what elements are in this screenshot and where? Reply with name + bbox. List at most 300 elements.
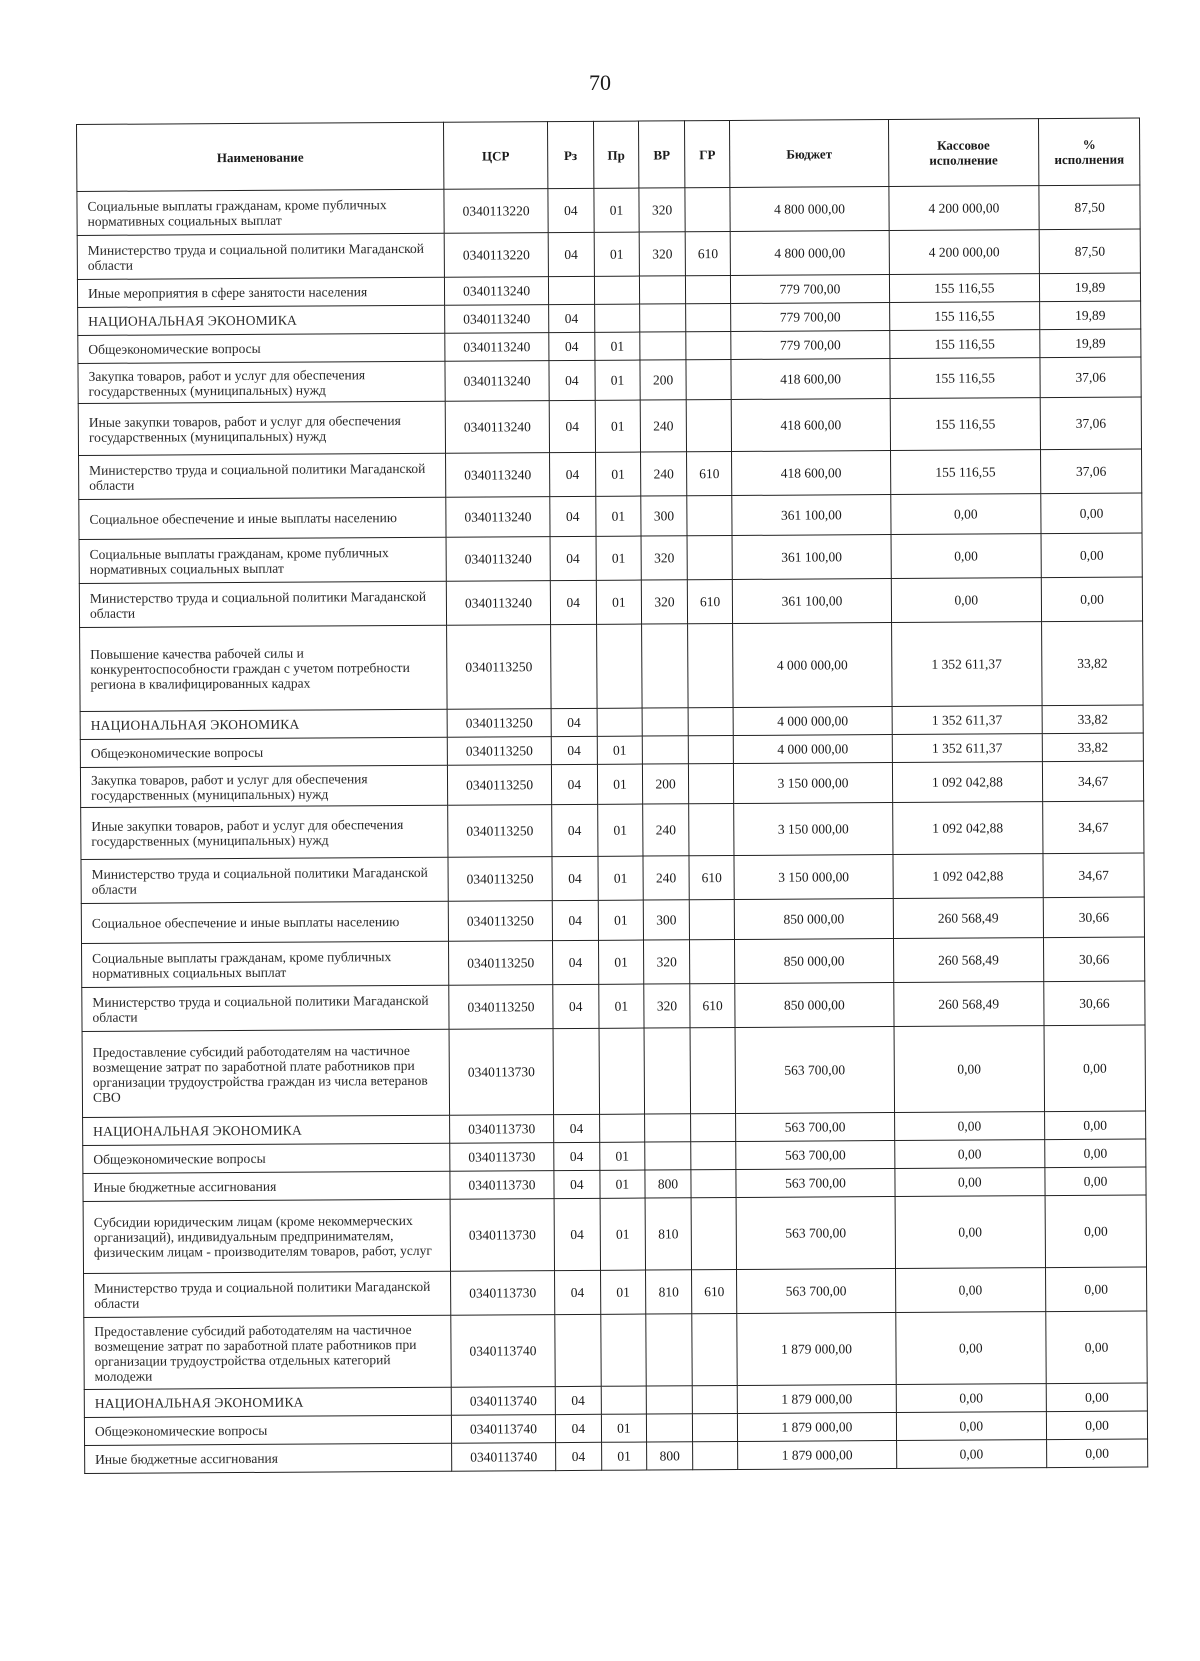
row-name: НАЦИОНАЛЬНАЯ ЭКОНОМИКА xyxy=(80,709,447,739)
row-gr xyxy=(687,535,733,579)
row-gr xyxy=(688,763,734,803)
row-pr: 01 xyxy=(597,736,643,764)
table-row xyxy=(79,533,1142,583)
row-rz: 04 xyxy=(550,580,596,624)
header-gr: ГР xyxy=(684,121,730,188)
row-name: Социальные выплаты гражданам, кроме публичных нормативных социальных выплат xyxy=(82,941,449,987)
row-budget: 361 100,00 xyxy=(732,535,890,580)
row-percent-execution: 19,89 xyxy=(1040,301,1141,330)
row-cash-execution: 1 092 042,88 xyxy=(892,854,1043,899)
header-vr: ВР xyxy=(639,121,685,188)
row-pr: 01 xyxy=(595,496,641,536)
row-percent-execution: 33,82 xyxy=(1042,705,1143,734)
table-row xyxy=(85,1439,1148,1473)
row-budget: 361 100,00 xyxy=(733,579,891,624)
row-pr: 01 xyxy=(594,332,640,360)
row-cash-execution: 260 568,49 xyxy=(893,898,1044,939)
row-rz: 04 xyxy=(554,1198,600,1270)
row-pr: 01 xyxy=(594,188,640,232)
row-name: Субсидии юридическим лицам (кроме некоммерческих организаций), индивидуальным предпринимателям, физическим лицам - производителям товаров, работ, услуг xyxy=(83,1199,450,1273)
row-pr: 01 xyxy=(596,580,642,624)
row-csr: 0340113250 xyxy=(447,625,551,710)
row-percent-execution: 0,00 xyxy=(1041,533,1142,578)
row-csr: 0340113240 xyxy=(446,453,550,498)
row-vr xyxy=(642,736,688,764)
row-percent-execution: 37,06 xyxy=(1040,397,1141,450)
row-pr: 01 xyxy=(594,232,640,276)
row-rz: 04 xyxy=(552,804,598,856)
row-gr xyxy=(691,1197,737,1269)
row-csr: 0340113740 xyxy=(451,1415,555,1444)
row-vr xyxy=(645,1114,691,1142)
row-percent-execution: 19,89 xyxy=(1040,329,1141,358)
row-gr xyxy=(692,1413,738,1441)
row-csr: 0340113250 xyxy=(447,737,551,766)
row-budget: 563 700,00 xyxy=(736,1113,894,1142)
row-cash-execution: 0,00 xyxy=(890,494,1041,535)
row-name: Министерство труда и социальной политики Магаданской области xyxy=(79,453,446,499)
row-gr xyxy=(689,939,735,983)
row-cash-execution: 1 352 611,37 xyxy=(892,706,1043,735)
row-pr: 01 xyxy=(595,360,641,400)
row-budget: 361 100,00 xyxy=(732,495,890,536)
row-percent-execution: 34,67 xyxy=(1043,761,1144,802)
row-percent-execution: 34,67 xyxy=(1043,853,1144,898)
row-cash-execution: 4 200 000,00 xyxy=(888,186,1039,231)
row-budget: 563 700,00 xyxy=(736,1169,894,1198)
row-rz: 04 xyxy=(549,360,595,400)
row-vr: 320 xyxy=(642,580,688,624)
row-budget: 779 700,00 xyxy=(731,303,889,332)
row-gr xyxy=(690,1113,736,1141)
table-row xyxy=(77,185,1140,235)
row-name: Иные бюджетные ассигнования xyxy=(83,1171,450,1201)
row-rz: 04 xyxy=(549,332,595,360)
header-csr: ЦСР xyxy=(444,122,548,190)
row-gr: 610 xyxy=(690,983,736,1027)
row-rz: 04 xyxy=(551,764,597,804)
row-percent-execution: 0,00 xyxy=(1041,577,1142,622)
row-rz xyxy=(553,1028,599,1114)
table-header-row xyxy=(77,118,1140,191)
row-pr: 01 xyxy=(598,940,644,984)
row-name: Общеэкономические вопросы xyxy=(84,1415,451,1445)
row-name: Иные мероприятия в сфере занятости населения xyxy=(77,277,444,307)
row-name: Министерство труда и социальной политики Магаданской области xyxy=(77,233,444,279)
row-csr: 0340113730 xyxy=(450,1115,554,1144)
row-csr: 0340113250 xyxy=(448,805,552,858)
row-vr xyxy=(646,1314,692,1386)
page-number: 70 xyxy=(589,70,611,95)
row-budget: 3 150 000,00 xyxy=(734,763,892,804)
table-row xyxy=(84,1311,1147,1389)
row-pr: 01 xyxy=(600,1198,646,1270)
row-cash-execution: 0,00 xyxy=(894,1026,1045,1113)
row-cash-execution: 155 116,55 xyxy=(889,330,1040,359)
row-name: Общеэкономические вопросы xyxy=(83,1143,450,1173)
row-csr: 0340113740 xyxy=(451,1387,555,1416)
row-budget: 563 700,00 xyxy=(735,1027,894,1114)
row-pr xyxy=(599,1114,645,1142)
row-percent-execution: 0,00 xyxy=(1046,1383,1147,1412)
row-name: Министерство труда и социальной политики Магаданской области xyxy=(79,581,446,627)
row-rz xyxy=(555,1314,601,1386)
row-csr: 0340113240 xyxy=(445,333,549,362)
header-pct-line2: исполнения xyxy=(1054,151,1125,168)
table-row xyxy=(82,981,1145,1031)
row-cash-execution: 0,00 xyxy=(895,1312,1046,1385)
row-cash-execution: 155 116,55 xyxy=(890,398,1041,451)
table-row xyxy=(77,229,1140,279)
table-row xyxy=(82,937,1145,987)
row-name: Общеэкономические вопросы xyxy=(80,737,447,767)
row-name: Иные закупки товаров, работ и услуг для обеспечения государственных (муниципальных) нужд xyxy=(81,805,448,859)
row-name: Министерство труда и социальной политики Магаданской области xyxy=(81,857,448,903)
row-csr: 0340113220 xyxy=(444,189,548,234)
row-gr xyxy=(686,360,732,400)
row-vr xyxy=(642,708,688,736)
row-rz: 04 xyxy=(556,1442,602,1470)
row-rz: 04 xyxy=(551,708,597,736)
row-vr: 320 xyxy=(639,188,685,232)
row-percent-execution: 0,00 xyxy=(1041,493,1142,534)
row-csr: 0340113740 xyxy=(451,1315,555,1388)
row-budget: 850 000,00 xyxy=(735,899,893,940)
row-rz: 04 xyxy=(552,900,598,940)
row-name: Министерство труда и социальной политики Магаданской области xyxy=(82,985,449,1031)
table-row xyxy=(78,357,1141,403)
row-percent-execution: 0,00 xyxy=(1046,1311,1147,1384)
row-budget: 3 150 000,00 xyxy=(734,803,892,856)
row-vr xyxy=(640,304,686,332)
row-percent-execution: 30,66 xyxy=(1044,937,1145,982)
row-gr xyxy=(689,803,735,855)
table-row xyxy=(80,761,1143,807)
row-csr: 0340113730 xyxy=(449,1029,553,1116)
row-cash-execution: 155 116,55 xyxy=(889,274,1040,303)
row-csr: 0340113240 xyxy=(446,497,550,538)
row-budget: 563 700,00 xyxy=(737,1197,895,1270)
row-csr: 0340113240 xyxy=(445,401,549,454)
row-name: Закупка товаров, работ и услуг для обеспечения государственных (муниципальных) нужд xyxy=(78,361,445,403)
row-budget: 1 879 000,00 xyxy=(738,1441,896,1470)
row-rz: 04 xyxy=(553,984,599,1028)
row-vr xyxy=(644,1028,690,1114)
row-rz: 04 xyxy=(554,1142,600,1170)
table-body xyxy=(77,185,1148,1473)
row-gr xyxy=(692,1441,738,1469)
table-row xyxy=(81,853,1144,903)
table-row xyxy=(81,897,1144,943)
row-csr: 0340113250 xyxy=(447,765,551,806)
row-name: Социальные выплаты гражданам, кроме публичных нормативных социальных выплат xyxy=(77,189,444,235)
row-percent-execution: 30,66 xyxy=(1044,981,1145,1026)
row-csr: 0340113730 xyxy=(450,1199,554,1272)
row-gr xyxy=(686,332,732,360)
table-row xyxy=(84,1267,1147,1317)
row-csr: 0340113730 xyxy=(450,1171,554,1200)
row-vr: 800 xyxy=(647,1442,693,1470)
header-pr: Пр xyxy=(593,121,639,188)
row-gr xyxy=(692,1385,738,1413)
row-gr: 610 xyxy=(691,1269,737,1313)
table-row xyxy=(79,577,1142,627)
row-cash-execution: 0,00 xyxy=(891,578,1042,623)
header-rz: Рз xyxy=(548,121,594,188)
row-name: Министерство труда и социальной политики Магаданской области xyxy=(84,1271,451,1317)
row-percent-execution: 37,06 xyxy=(1040,357,1141,398)
row-budget: 418 600,00 xyxy=(731,359,889,400)
row-budget: 4 800 000,00 xyxy=(730,187,888,232)
row-name: Иные бюджетные ассигнования xyxy=(85,1443,452,1473)
row-gr xyxy=(685,304,731,332)
row-gr xyxy=(685,276,731,304)
row-vr: 320 xyxy=(644,940,690,984)
row-cash-execution: 0,00 xyxy=(895,1268,1046,1313)
table-row xyxy=(79,493,1142,539)
row-percent-execution: 34,67 xyxy=(1043,801,1144,854)
row-vr xyxy=(640,276,686,304)
row-pr: 01 xyxy=(599,1142,645,1170)
row-name: Социальное обеспечение и иные выплаты населению xyxy=(79,497,446,539)
row-vr: 320 xyxy=(639,232,685,276)
row-gr xyxy=(688,707,734,735)
row-name: Повышение качества рабочей силы и конкурентоспособности граждан с учетом потребности региона в квалифицированных кадрах xyxy=(80,625,448,711)
row-percent-execution: 19,89 xyxy=(1040,273,1141,302)
header-name: Наименование xyxy=(77,122,444,191)
row-vr: 300 xyxy=(641,496,687,536)
row-name: Социальные выплаты гражданам, кроме публичных нормативных социальных выплат xyxy=(79,537,446,583)
row-rz: 04 xyxy=(548,232,594,276)
document-sheet xyxy=(76,118,1148,1474)
row-rz: 04 xyxy=(555,1270,601,1314)
row-cash-execution: 4 200 000,00 xyxy=(889,230,1040,275)
row-percent-execution: 0,00 xyxy=(1045,1195,1146,1268)
row-cash-execution: 1 092 042,88 xyxy=(892,802,1043,855)
row-pr xyxy=(594,304,640,332)
row-gr xyxy=(685,188,731,232)
row-cash-execution: 0,00 xyxy=(891,534,1042,579)
row-percent-execution: 87,50 xyxy=(1039,229,1140,274)
row-vr xyxy=(640,332,686,360)
row-csr: 0340113730 xyxy=(451,1271,555,1316)
row-gr xyxy=(688,735,734,763)
row-rz: 04 xyxy=(549,304,595,332)
row-budget: 3 150 000,00 xyxy=(734,855,892,900)
row-gr: 610 xyxy=(686,451,732,495)
row-cash-execution: 0,00 xyxy=(894,1168,1045,1197)
row-cash-execution: 0,00 xyxy=(896,1440,1047,1469)
row-budget: 779 700,00 xyxy=(731,275,889,304)
budget-execution-table xyxy=(76,118,1148,1474)
row-gr: 610 xyxy=(689,855,735,899)
row-percent-execution: 0,00 xyxy=(1047,1411,1148,1440)
row-pr: 01 xyxy=(598,900,644,940)
row-pr: 01 xyxy=(595,400,641,452)
row-vr: 240 xyxy=(643,804,689,856)
row-rz: 04 xyxy=(551,736,597,764)
row-percent-execution: 0,00 xyxy=(1046,1267,1147,1312)
row-cash-execution: 1 352 611,37 xyxy=(892,734,1043,763)
row-rz: 04 xyxy=(550,536,596,580)
row-csr: 0340113250 xyxy=(447,709,551,738)
row-cash-execution: 155 116,55 xyxy=(889,302,1040,331)
header-pct-line1: % xyxy=(1082,136,1096,152)
row-rz: 04 xyxy=(548,188,594,232)
header-cash-line2: исполнение xyxy=(929,152,998,168)
row-percent-execution: 0,00 xyxy=(1047,1439,1148,1468)
row-budget: 563 700,00 xyxy=(736,1141,894,1170)
row-csr: 0340113240 xyxy=(445,361,549,402)
row-csr: 0340113250 xyxy=(448,857,552,902)
row-cash-execution: 1 352 611,37 xyxy=(891,622,1042,707)
table-row xyxy=(80,621,1143,711)
table-row xyxy=(79,449,1142,499)
row-name: Закупка товаров, работ и услуг для обеспечения государственных (муниципальных) нужд xyxy=(80,765,447,807)
row-name: Иные закупки товаров, работ и услуг для обеспечения государственных (муниципальных) нужд xyxy=(78,401,445,455)
row-csr: 0340113250 xyxy=(449,985,553,1030)
row-rz xyxy=(551,624,597,708)
row-cash-execution: 0,00 xyxy=(894,1140,1045,1169)
header-percent-execution xyxy=(1039,118,1140,186)
row-cash-execution: 0,00 xyxy=(894,1112,1045,1141)
row-csr: 0340113740 xyxy=(452,1443,556,1472)
row-budget: 4 000 000,00 xyxy=(733,623,892,708)
row-percent-execution: 30,66 xyxy=(1043,897,1144,938)
row-gr: 610 xyxy=(687,579,733,623)
row-budget: 4 800 000,00 xyxy=(731,231,889,276)
row-pr: 01 xyxy=(598,856,644,900)
row-csr: 0340113240 xyxy=(446,537,550,582)
row-pr: 01 xyxy=(595,452,641,496)
row-vr: 200 xyxy=(640,360,686,400)
row-budget: 1 879 000,00 xyxy=(737,1313,895,1386)
row-vr: 200 xyxy=(643,764,689,804)
row-vr: 240 xyxy=(643,856,689,900)
row-gr: 610 xyxy=(685,232,731,276)
row-budget: 418 600,00 xyxy=(732,451,890,496)
row-name: Предоставление субсидий работодателям на частичное возмещение затрат по заработной плате работников при организации трудоустройства граждан из числа ветеранов СВО xyxy=(82,1029,450,1117)
row-csr: 0340113240 xyxy=(445,277,549,306)
row-rz: 04 xyxy=(553,940,599,984)
row-vr: 240 xyxy=(641,452,687,496)
row-rz: 04 xyxy=(552,856,598,900)
row-percent-execution: 0,00 xyxy=(1045,1167,1146,1196)
row-gr xyxy=(691,1141,737,1169)
row-cash-execution: 155 116,55 xyxy=(889,358,1040,399)
row-cash-execution: 0,00 xyxy=(895,1196,1046,1269)
row-budget: 418 600,00 xyxy=(732,399,890,452)
row-csr: 0340113240 xyxy=(445,305,549,334)
row-vr xyxy=(645,1142,691,1170)
row-cash-execution: 155 116,55 xyxy=(890,450,1041,495)
row-gr xyxy=(691,1169,737,1197)
row-vr xyxy=(646,1386,692,1414)
row-name: Общеэкономические вопросы xyxy=(78,333,445,363)
row-budget: 850 000,00 xyxy=(735,939,893,984)
header-cash-execution xyxy=(888,119,1039,187)
row-name: НАЦИОНАЛЬНАЯ ЭКОНОМИКА xyxy=(83,1115,450,1145)
row-pr: 01 xyxy=(597,804,643,856)
row-pr: 01 xyxy=(601,1442,647,1470)
row-vr: 240 xyxy=(640,400,686,452)
row-percent-execution: 0,00 xyxy=(1045,1111,1146,1140)
row-cash-execution: 260 568,49 xyxy=(893,938,1044,983)
row-vr: 320 xyxy=(641,536,687,580)
row-rz xyxy=(548,276,594,304)
row-rz: 04 xyxy=(550,496,596,536)
row-budget: 563 700,00 xyxy=(737,1269,895,1314)
row-rz: 04 xyxy=(555,1414,601,1442)
row-pr: 01 xyxy=(596,536,642,580)
row-pr xyxy=(596,624,642,708)
row-budget: 1 879 000,00 xyxy=(738,1413,896,1442)
row-pr xyxy=(600,1314,646,1386)
row-csr: 0340113730 xyxy=(450,1143,554,1172)
row-csr: 0340113240 xyxy=(446,581,550,626)
row-name: Предоставление субсидий работодателям на частичное возмещение затрат по заработной плате работников при организации трудоустройства отдельных категорий молодежи xyxy=(84,1315,451,1389)
row-percent-execution: 33,82 xyxy=(1042,733,1143,762)
row-csr: 0340113250 xyxy=(449,941,553,986)
row-pr: 01 xyxy=(600,1270,646,1314)
row-cash-execution: 260 568,49 xyxy=(893,982,1044,1027)
row-vr: 300 xyxy=(643,900,689,940)
row-csr: 0340113250 xyxy=(448,901,552,942)
row-name: НАЦИОНАЛЬНАЯ ЭКОНОМИКА xyxy=(78,305,445,335)
row-budget: 4 000 000,00 xyxy=(734,735,892,764)
row-pr xyxy=(594,276,640,304)
table-row xyxy=(82,1025,1146,1117)
row-name: Социальное обеспечение и иные выплаты населению xyxy=(81,901,448,943)
row-budget: 850 000,00 xyxy=(735,983,893,1028)
row-pr: 01 xyxy=(601,1414,647,1442)
row-pr xyxy=(599,1028,645,1114)
row-budget: 779 700,00 xyxy=(731,331,889,360)
row-pr xyxy=(601,1386,647,1414)
row-budget: 4 000 000,00 xyxy=(734,707,892,736)
row-pr: 01 xyxy=(600,1170,646,1198)
row-percent-execution: 0,00 xyxy=(1044,1025,1145,1112)
row-name: НАЦИОНАЛЬНАЯ ЭКОНОМИКА xyxy=(84,1387,451,1417)
row-rz: 04 xyxy=(554,1114,600,1142)
row-vr xyxy=(647,1414,693,1442)
row-vr: 810 xyxy=(646,1270,692,1314)
table-row xyxy=(78,397,1141,455)
row-rz: 04 xyxy=(549,400,595,452)
header-cash-line1: Кассовое xyxy=(937,137,990,153)
header-budget: Бюджет xyxy=(730,120,888,188)
row-cash-execution: 0,00 xyxy=(896,1412,1047,1441)
row-vr: 320 xyxy=(644,984,690,1028)
row-vr: 810 xyxy=(645,1198,691,1270)
row-pr xyxy=(597,708,643,736)
row-gr xyxy=(690,1027,736,1113)
row-rz: 04 xyxy=(550,452,596,496)
row-budget: 1 879 000,00 xyxy=(738,1385,896,1414)
row-gr xyxy=(692,1313,738,1385)
table-row xyxy=(83,1195,1146,1273)
row-gr xyxy=(687,623,733,707)
row-vr: 800 xyxy=(645,1170,691,1198)
row-gr xyxy=(689,899,735,939)
table-row xyxy=(81,801,1144,859)
row-gr xyxy=(686,400,732,452)
row-percent-execution: 37,06 xyxy=(1041,449,1142,494)
row-pr: 01 xyxy=(597,764,643,804)
row-percent-execution: 0,00 xyxy=(1045,1139,1146,1168)
row-percent-execution: 87,50 xyxy=(1039,185,1140,230)
row-pr: 01 xyxy=(598,984,644,1028)
